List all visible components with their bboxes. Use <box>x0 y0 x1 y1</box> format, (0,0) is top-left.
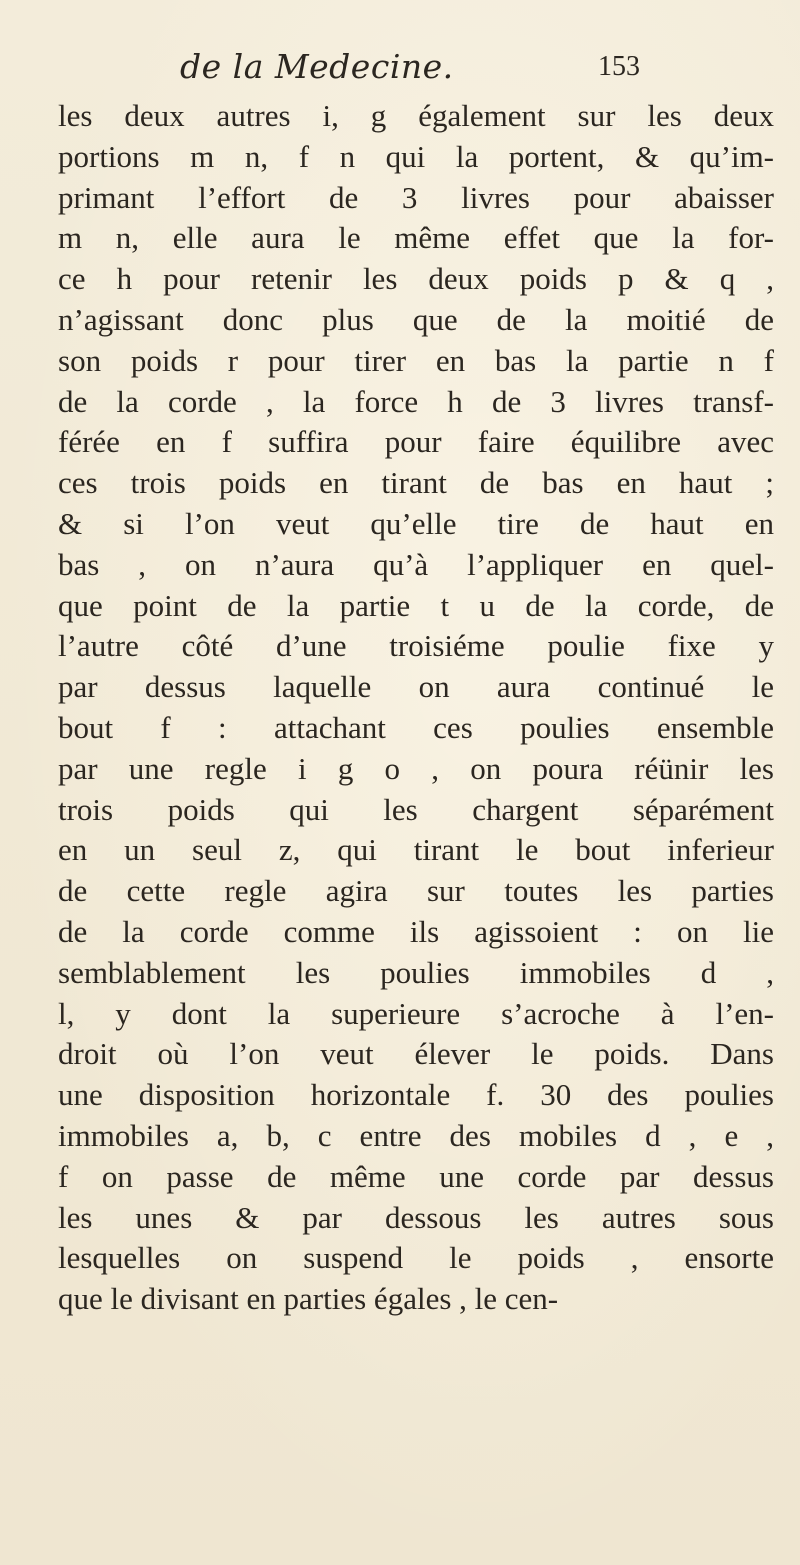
text-line: ces trois poids en tirant de bas en haut ; <box>58 465 774 501</box>
text-line: en un seul z, qui tirant le bout inferieur <box>58 832 774 868</box>
page-number: 153 <box>598 51 640 82</box>
running-head <box>180 44 640 90</box>
text-line: de cette regle agira sur toutes les parties <box>58 873 774 909</box>
text-line: l’autre côté d’une troisiéme poulie fixe y <box>58 628 774 664</box>
text-line: ce h pour retenir les deux poids p & q , <box>58 261 774 297</box>
text-line: de la corde , la force h de 3 livres transf- <box>58 383 774 419</box>
text-line: les deux autres i, g également sur les deux <box>58 98 774 133</box>
running-head-title: de la Medecine. <box>180 47 454 86</box>
text-line: lesquelles on suspend le poids , ensorte <box>58 1240 774 1276</box>
text-line: son poids r pour tirer en bas la partie n f <box>58 342 774 378</box>
text-line: de la corde comme ils agissoient : on lie <box>58 913 774 949</box>
text-line: trois poids qui les chargent séparément <box>58 791 774 827</box>
text-line: les unes & par dessous les autres sous <box>58 1199 774 1235</box>
text-line: férée en f suffira pour faire équilibre avec <box>58 424 774 460</box>
text-line: immobiles a, b, c entre des mobiles d , e , <box>58 1117 774 1153</box>
text-line: l, y dont la superieure s’acroche à l’en- <box>58 995 774 1031</box>
text-line: bas , on n’aura qu’à l’appliquer en quel- <box>58 546 774 582</box>
text-line: semblablement les poulies immobiles d , <box>58 954 774 990</box>
text-line: que le divisant en parties égales , le cen- <box>58 1281 559 1317</box>
text-line: m n, elle aura le même effet que la for- <box>58 220 774 256</box>
text-line: primant l’effort de 3 livres pour abaisser <box>58 179 774 215</box>
text-line: par une regle i g o , on poura réünir les <box>58 750 774 786</box>
text-line: que point de la partie t u de la corde, de <box>58 587 774 623</box>
text-line: par dessus laquelle on aura continué le <box>58 669 774 705</box>
text-line: bout f : attachant ces poulies ensemble <box>58 709 774 745</box>
body-text <box>58 96 774 1320</box>
text-line: une disposition horizontale f. 30 des poulies <box>58 1077 774 1113</box>
text-line: & si l’on veut qu’elle tire de haut en <box>58 505 774 541</box>
text-line: n’agissant donc plus que de la moitié de <box>58 301 774 337</box>
text-line: droit où l’on veut élever le poids. Dans <box>58 1036 774 1072</box>
text-line: f on passe de même une corde par dessus <box>58 1158 774 1194</box>
text-line: portions m n, f n qui la portent, & qu’im- <box>58 138 774 174</box>
